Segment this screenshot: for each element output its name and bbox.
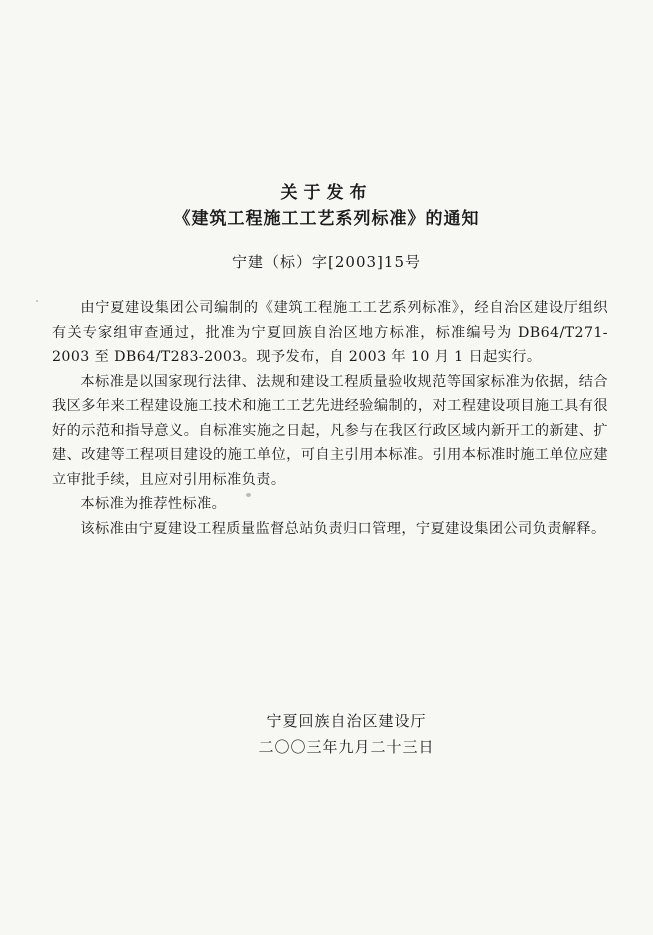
paragraph-management: 该标准由宁夏建设工程质量监督总站负责归口管理，宁夏建设集团公司负责解释。 [80, 520, 606, 537]
notice-title-line1: 关于发布 [280, 183, 373, 203]
notice-body [52, 296, 608, 541]
paragraph-approval: 由宁夏建设集团公司编制的《建筑工程施工工艺系列标准》，经自治区建设厅组织有关专家组审查通过，批准为宁夏回族自治区地方标准，标准编号为 DB64/T271-2003 至 DB64/T283-2003。现予发布，自 2003 年 10 月 1 日起实行。 [52, 300, 608, 365]
paragraph-basis: 本标准是以国家现行法律、法规和建设工程质量验收规范等国家标准为依据，结合我区多年来工程建设施工技术和施工工艺先进经验编制的，对工程建设项目施工具有很好的示范和指导意义。自标准实施之日起，凡参与在我区行政区域内新开工的新建、扩建、改建等工程项目建设的施工单位，可自主引用本标准。引用本标准时施工单位应建立审批手续，且应对引用标准负责。 [52, 373, 608, 488]
scan-speck [36, 300, 38, 302]
document-number: 宁建（标）字[2003]15号 [232, 253, 421, 271]
scan-speck [246, 493, 251, 497]
issuing-organization: 宁夏回族自治区建设厅 [266, 712, 427, 730]
issue-date: 二〇〇三年九月二十三日 [258, 738, 435, 756]
notice-title-line2: 《建筑工程施工工艺系列标准》的通知 [173, 209, 480, 229]
paragraph-recommended: 本标准为推荐性标准。 [80, 496, 227, 512]
